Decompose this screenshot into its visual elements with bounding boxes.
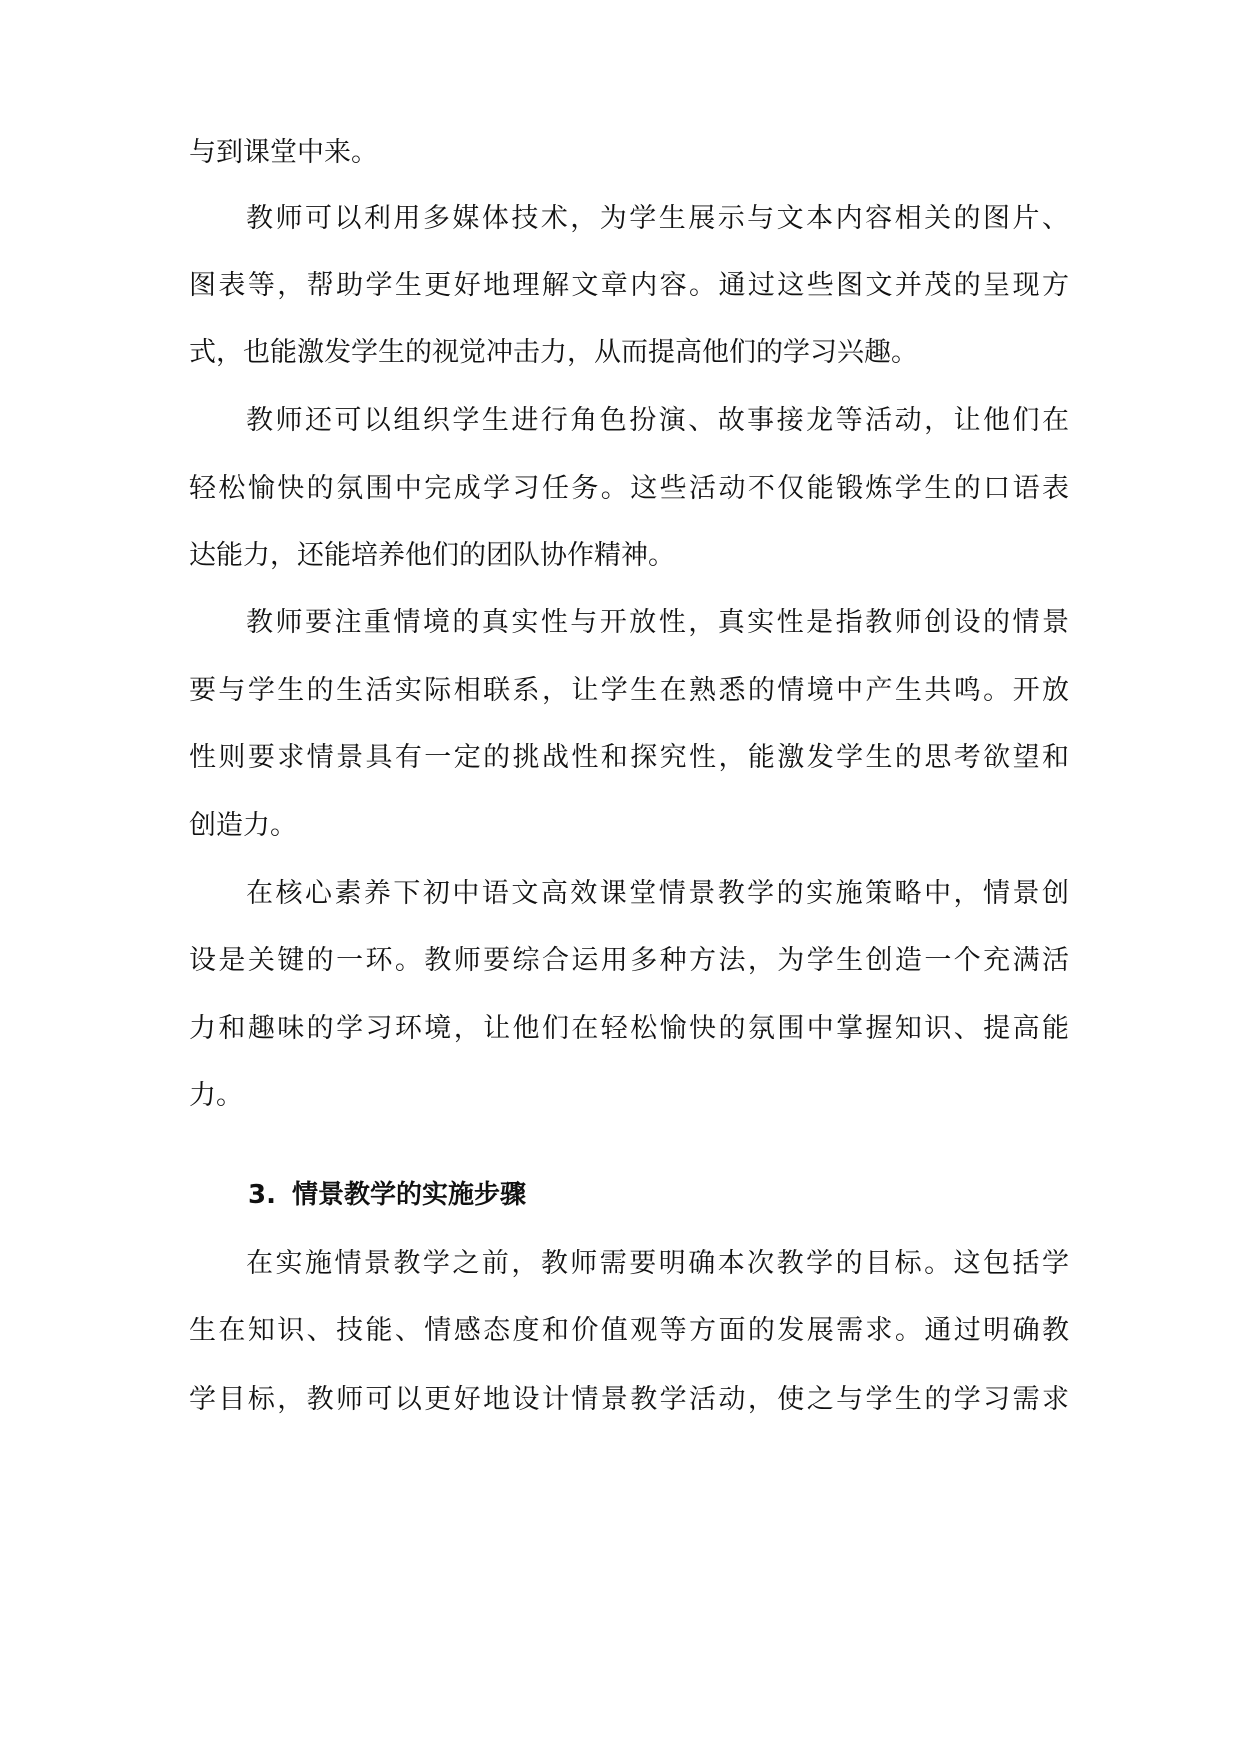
paragraph-line: 教师可以利用多媒体技术，为学生展示与文本内容相关的图片、 xyxy=(246,203,1069,234)
paragraph-line: 力和趣味的学习环境，让他们在轻松愉快的氛围中掌握知识、提高能 xyxy=(189,1013,1069,1044)
paragraph-line: 教师要注重情境的真实性与开放性，真实性是指教师创设的情景 xyxy=(246,607,1069,638)
paragraph-line: 力。 xyxy=(189,1080,243,1111)
paragraph-line: 在实施情景教学之前，教师需要明确本次教学的目标。这包括学 xyxy=(246,1248,1069,1279)
paragraph-line: 生在知识、技能、情感态度和价值观等方面的发展需求。通过明确教 xyxy=(189,1315,1069,1346)
paragraph-line: 达能力，还能培养他们的团队协作精神。 xyxy=(189,540,675,571)
paragraph-line: 式，也能激发学生的视觉冲击力，从而提高他们的学习兴趣。 xyxy=(189,337,918,368)
paragraph-line: 创造力。 xyxy=(189,810,297,841)
paragraph-line: 与到课堂中来。 xyxy=(189,137,378,168)
paragraph-line: 设是关键的一环。教师要综合运用多种方法，为学生创造一个充满活 xyxy=(189,945,1069,976)
paragraph-line: 学目标，教师可以更好地设计情景教学活动，使之与学生的学习需求 xyxy=(189,1384,1069,1415)
section-number: 3. xyxy=(248,1180,276,1210)
paragraph-line: 性则要求情景具有一定的挑战性和探究性，能激发学生的思考欲望和 xyxy=(189,742,1069,773)
paragraph-line: 轻松愉快的氛围中完成学习任务。这些活动不仅能锻炼学生的口语表 xyxy=(189,473,1069,504)
paragraph-line: 图表等，帮助学生更好地理解文章内容。通过这些图文并茂的呈现方 xyxy=(189,270,1069,301)
paragraph-line: 教师还可以组织学生进行角色扮演、故事接龙等活动，让他们在 xyxy=(246,405,1069,436)
section-heading xyxy=(248,1175,526,1215)
section-title: 情景教学的实施步骤 xyxy=(291,1180,526,1210)
paragraph-line: 在核心素养下初中语文高效课堂情景教学的实施策略中，情景创 xyxy=(246,878,1069,909)
paragraph-line: 要与学生的生活实际相联系，让学生在熟悉的情境中产生共鸣。开放 xyxy=(189,675,1069,706)
